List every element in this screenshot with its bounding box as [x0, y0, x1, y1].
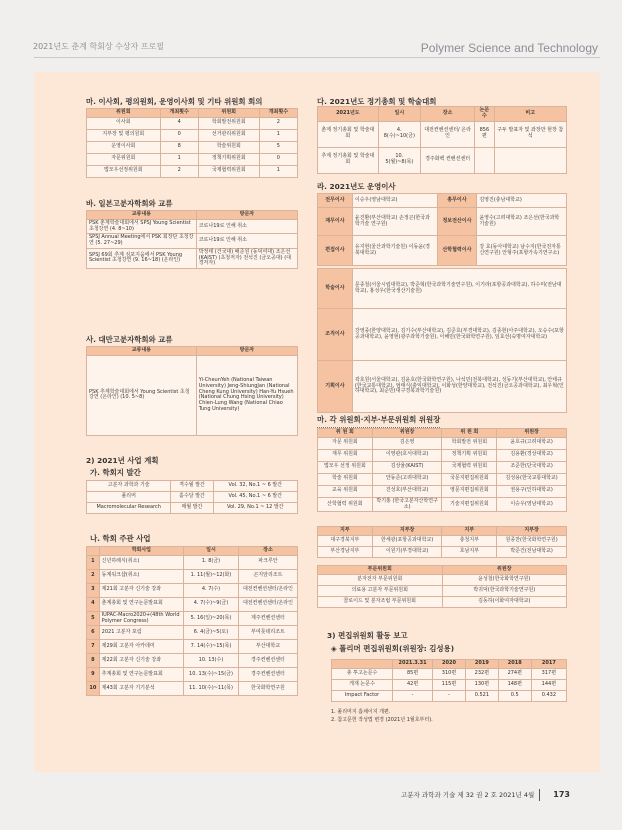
- column-header: 지부장: [497, 527, 567, 536]
- table-cell: 국제협력위원회: [198, 165, 259, 177]
- table-row: [318, 208, 567, 236]
- table-cell: 학술위원회: [198, 141, 259, 153]
- column-header: 위원장: [497, 429, 567, 438]
- table-cell: 총 투고논문수: [332, 668, 393, 679]
- column-header: 교류내용: [87, 211, 197, 220]
- table-cell: 이사회: [87, 117, 161, 129]
- table-cell: 선거관리위원회: [198, 129, 259, 141]
- column-header: 부문위원회: [318, 566, 443, 575]
- column-header: 개최횟수: [160, 109, 198, 118]
- table-cell: 144편: [531, 679, 566, 690]
- table-cell: 박준건(전남대학교): [497, 546, 567, 557]
- table-cell: 추계 정기총회 및 학술대회: [318, 147, 379, 173]
- column-header: 위원장: [442, 566, 567, 575]
- table-cell: 곤지암리조트: [238, 569, 297, 583]
- table-cell: Impact Factor: [332, 690, 393, 701]
- table-cell: 제주컨벤션센터: [238, 611, 297, 626]
- table-row: [87, 165, 298, 177]
- table-cell: 산학협력 위원회: [318, 497, 373, 512]
- table-cell: 경주컨벤션센터: [238, 654, 297, 668]
- table-row: [87, 153, 298, 165]
- section-ma-title: 마. 이사회, 평의원회, 운영이사회 및 기타 위원회 회의: [86, 97, 263, 106]
- table-cell: PSK 춘계학술대회에서 SPSJ Young Scientist 초청강연 (4. 8~10): [87, 219, 197, 234]
- table-cell: 10. 13(수)~15(금): [184, 668, 239, 682]
- table-cell: 자문위원회: [87, 153, 161, 165]
- table-header-row: [87, 211, 298, 220]
- table-row: [87, 640, 298, 654]
- table-cell: 부산대학교: [238, 640, 297, 654]
- table-cell: 코로나19로 인해 취소: [196, 234, 297, 249]
- table-cell: 파크루안: [238, 555, 297, 569]
- table-cell: SPSJ 69회 추계 심포지움에서 PSK Young Scientist 초청강연 (9. 16~18) (온라인): [87, 248, 197, 268]
- table-cell: 의료용 고분자 부문위원회: [318, 585, 443, 596]
- column-header: 개최횟수: [259, 109, 297, 118]
- footer-divider: [539, 789, 540, 801]
- meeting-table: [86, 108, 298, 178]
- table-row: [318, 269, 567, 309]
- table-cell: 충청지부: [442, 535, 497, 546]
- table-cell: 재무이사: [318, 208, 353, 236]
- table-cell: 강영종(한양대학교), 김기수(부산대학교), 김준호(부경대학교), 김종현(아주대학교), 오승수(포항공과대학교), 윤영현(광주과학기술원), 이해민(한국화학연구원), 임효선(숙명여자대학교): [352, 309, 566, 361]
- table-cell: 310편: [433, 668, 466, 679]
- table-cell: 0.5: [498, 690, 531, 701]
- editorial-notes: [331, 709, 433, 724]
- table-row: [87, 355, 298, 435]
- table-cell: Yi-CheunYeh (National Taiwan University) Jeng-ShiungJan (National Cheng Kung University) Han-Yu Hsueh (National Chung Hsing University) Chien-Lung Wang (National Chiao Tung University): [196, 355, 297, 435]
- table-cell: 김동하(이화여자대학교): [442, 596, 567, 607]
- table-cell: 지부장 및 평의원회: [87, 129, 161, 141]
- journal-pub-title: 가. 학회지 발간: [90, 468, 141, 477]
- table-cell: 매월 발간: [171, 503, 213, 514]
- table-row: [87, 668, 298, 682]
- table-cell: 윤영수(고려대학교) 조은선(한국과학기술원): [477, 208, 567, 236]
- table-cell: 김은영: [372, 437, 442, 449]
- table-cell: 대전컨벤션센터/온라인: [238, 597, 297, 611]
- column-header: 위원장: [372, 429, 442, 438]
- table-cell: 232편: [465, 668, 498, 679]
- table-row: [87, 555, 298, 569]
- table-cell: 제22회 고분자 신기술 강좌: [99, 654, 183, 668]
- table-header-row: [318, 429, 567, 438]
- table-cell: 한국화학연구원: [238, 682, 297, 696]
- table-cell: 85편: [393, 668, 433, 679]
- table-cell: 7. 14(수)~15(목): [184, 640, 239, 654]
- table-cell: 교육 위원회: [318, 485, 373, 497]
- table-cell: 0: [160, 129, 198, 141]
- table-cell: 대구경북지부: [318, 535, 373, 546]
- table-cell: 경주화백 컨벤션센터: [420, 147, 474, 173]
- table-cell: 격수월 발간: [171, 481, 213, 492]
- table-row: [332, 690, 567, 701]
- table-cell: 정책기획 위원회: [442, 449, 497, 461]
- table-cell: 자문 위원회: [318, 437, 373, 449]
- footer-text: 고분자 과학과 기술 제 32 권 2 호 2021년 4월: [400, 791, 535, 799]
- column-header: 2019: [465, 660, 498, 669]
- section-sa-title: 사. 대만고분자학회와 교류: [86, 335, 173, 344]
- table-cell: 법모우선정위원회: [87, 165, 161, 177]
- table-cell: 총무이사: [437, 194, 477, 208]
- section-ra-title: 라. 2021년도 운영이사: [317, 182, 396, 191]
- table-cell: 제21회 고분자 신기술 강좌: [99, 583, 183, 597]
- column-header: 위원회: [198, 109, 259, 118]
- table-row: [87, 117, 298, 129]
- table-cell: 법모우 선정 위원회: [318, 461, 373, 473]
- editorial-title: 3) 편집위원회 활동 보고: [327, 631, 408, 640]
- table-cell: 제29회 고분자 아카데미: [99, 640, 183, 654]
- table-cell: 9: [87, 668, 100, 682]
- plan-title: 2) 2021년 사업 계획: [86, 456, 159, 465]
- note-2: 2. 참고문헌 작성법 변경 (2021년 1월호부터).: [331, 716, 433, 723]
- table-cell: 윤성철(한국화학연구원): [442, 574, 567, 585]
- table-cell: 115편: [433, 679, 466, 690]
- table-cell: 박기홍 (한국고분자산학연구소): [372, 497, 442, 512]
- table-cell: 4. 7(수)~9(금): [184, 597, 239, 611]
- table-row: [318, 121, 567, 147]
- table-cell: 구두 발표자 및 좌장만 현장 참석: [494, 121, 566, 147]
- column-header: 교류내용: [87, 347, 197, 356]
- table-cell: 춘계총회 및 연구논문발표회: [99, 597, 183, 611]
- table-cell: SPSJ Annual Meeting에서 PSK 회장단 초청강연 (5. 27~29): [87, 234, 197, 249]
- table-cell: 김상율(KAIST): [372, 461, 442, 473]
- column-header: 방문자: [196, 347, 297, 356]
- table-cell: 홀수달 발간: [171, 492, 213, 503]
- table-cell: 제43회 고분자 기기분석: [99, 682, 183, 696]
- table-row: [87, 611, 298, 626]
- table-cell: 폴리머: [87, 492, 171, 503]
- table-cell: 0.432: [531, 690, 566, 701]
- table-row: [318, 361, 567, 413]
- table-cell: 운영이사회: [87, 141, 161, 153]
- table-cell: 권용구(인하대학교): [497, 485, 567, 497]
- column-header: 위 원 회: [442, 429, 497, 438]
- table-cell: -: [433, 690, 466, 701]
- table-row: [318, 585, 567, 596]
- page-number: 173: [553, 790, 570, 799]
- table-cell: -: [393, 690, 433, 701]
- table-cell: 부여롯데리조트: [238, 626, 297, 640]
- table-cell: 317편: [531, 668, 566, 679]
- table-cell: 4: [160, 117, 198, 129]
- column-header: 장소: [420, 107, 474, 122]
- table-cell: 편집이사: [318, 236, 353, 266]
- table-cell: 학술이사: [318, 269, 353, 309]
- column-header: 비고: [494, 107, 566, 122]
- table-cell: 기술지편집위원회: [442, 497, 497, 512]
- column-header: 위 원 회: [318, 429, 373, 438]
- table-cell: 원종찬(한국화학연구원): [497, 535, 567, 546]
- section-na-title: 나. 학회 주관 사업: [90, 534, 151, 543]
- running-header-caption: 2021년도 춘계 학회상 수상자 프로필: [33, 42, 164, 51]
- table-cell: 김성용(한국교통대학교): [497, 473, 567, 485]
- table-row: [318, 473, 567, 485]
- section-ma2-title: 마. 각 위원회·지부·부문위원회 위원장: [317, 415, 441, 424]
- editorial-stats-table: [331, 659, 567, 702]
- column-header: 학회사업: [99, 547, 183, 556]
- table-row: [318, 574, 567, 585]
- table-row: [87, 597, 298, 611]
- table-cell: 고분자 과학과 기술: [87, 481, 171, 492]
- table-cell: 기획이사: [318, 361, 353, 413]
- japan-exchange-table: [86, 210, 298, 269]
- column-header: 일시: [378, 107, 420, 122]
- table-cell: 국제협력 위원회: [442, 461, 497, 473]
- table-cell: IUPAC-Macro2020+(48th World Polymer Congress): [99, 611, 183, 626]
- header-divider: [34, 57, 600, 58]
- table-cell: 대전컨벤션센터/온라인: [238, 583, 297, 597]
- table-cell: 5: [87, 611, 100, 626]
- general-meeting-table: [317, 106, 567, 174]
- table-cell: 4. 7(수): [184, 583, 239, 597]
- table-cell: 2: [87, 569, 100, 583]
- column-header: 논문수: [475, 107, 494, 122]
- table-cell: 2: [259, 117, 297, 129]
- editorial-subtitle: ◈ 폴리머 편집위원회(위원장: 김성용): [331, 644, 455, 653]
- table-row: [87, 219, 298, 234]
- table-cell: 게재 논문수: [332, 679, 393, 690]
- table-cell: Vol. 32, No.1 ~ 6 발간: [213, 481, 297, 492]
- table-cell: 동계워크샵(취소): [99, 569, 183, 583]
- table-cell: 이승우(영남대학교): [497, 497, 567, 512]
- table-cell: 진성호(부산대학교): [372, 485, 442, 497]
- table-cell: 0.521: [465, 690, 498, 701]
- table-cell: 전무이사: [318, 194, 353, 208]
- table-row: [87, 129, 298, 141]
- column-header: 지부장: [372, 527, 442, 536]
- column-header: 2021년도: [318, 107, 379, 122]
- table-row: [87, 141, 298, 153]
- table-cell: 5. 16(일)~20(목): [184, 611, 239, 626]
- table-cell: 8: [160, 141, 198, 153]
- table-row: [87, 583, 298, 597]
- table-cell: 안동준(고려대학교): [372, 473, 442, 485]
- table-cell: 10. 5(월)~8(목): [378, 147, 420, 173]
- table-row: [318, 535, 567, 546]
- column-header: 2017: [531, 660, 566, 669]
- column-header: 2018: [498, 660, 531, 669]
- taiwan-exchange-table: [86, 346, 298, 436]
- table-row: [318, 147, 567, 173]
- table-row: [318, 596, 567, 607]
- table-cell: 국문지편집위원회: [442, 473, 497, 485]
- table-cell: 영문지편집위원회: [442, 485, 497, 497]
- column-header: 2021.3.31: [393, 660, 433, 669]
- table-cell: 대전컨벤션센터/ 온라인: [420, 121, 474, 147]
- table-cell: 박귀덕(한국과학기술연구원): [442, 585, 567, 596]
- table-cell: 8: [87, 654, 100, 668]
- journal-title: Polymer Science and Technology: [420, 41, 598, 55]
- table-row: [87, 503, 298, 514]
- table-cell: Vol. 29, No.1 ~ 12 발간: [213, 503, 297, 514]
- table-header-row: [87, 347, 298, 356]
- table-cell: 10. 13(수): [184, 654, 239, 668]
- table-cell: 윤진환(부산대학교) 손정곤(한국과학기술 연구원): [352, 208, 437, 236]
- table-cell: 강 효(동아대학교) 남수지(한국전자통신연구원) 안형주(포항가속기연구소): [477, 236, 567, 266]
- table-cell: 4. 8(수)~10(금): [378, 121, 420, 147]
- table-cell: 6. 4(금)~5(토): [184, 626, 239, 640]
- table-cell: 3: [87, 583, 100, 597]
- page-footer: [401, 789, 570, 801]
- table-cell: 이원기(부경대학교): [372, 546, 442, 557]
- table-row: [318, 485, 567, 497]
- table-row: [318, 546, 567, 557]
- table-cell: 4: [87, 597, 100, 611]
- table-cell: 부산경남지부: [318, 546, 373, 557]
- section-da-title: 다. 2021년도 정기총회 및 학술대회: [317, 97, 437, 106]
- table-cell: 코로나19로 인해 취소: [196, 219, 297, 234]
- table-row: [318, 194, 567, 208]
- table-cell: 김영진(충남대학교): [477, 194, 567, 208]
- column-header: 방문자: [196, 211, 297, 220]
- table-cell: 유지현(울산과학기술원) 이동윤(경북대학교): [352, 236, 437, 266]
- table-cell: Macromolecular Research: [87, 503, 171, 514]
- table-cell: 분자전자 부문위원회: [318, 574, 443, 585]
- table-row: [318, 236, 567, 266]
- table-row: [318, 461, 567, 473]
- table-cell: 130편: [465, 679, 498, 690]
- table-cell: 콜로이드 및 분자조립 부문위원회: [318, 596, 443, 607]
- table-cell: 신년하례식(취소): [99, 555, 183, 569]
- table-cell: 5: [259, 141, 297, 153]
- table-row: [87, 481, 298, 492]
- table-cell: [475, 147, 494, 173]
- table-cell: 정책기획위원회: [198, 153, 259, 165]
- table-cell: 산학협력이사: [437, 236, 477, 266]
- table-cell: 학술 위원회: [318, 473, 373, 485]
- table-row: [332, 668, 567, 679]
- note-1: 1. 폴리머지 흡채이지 개편.: [331, 709, 391, 715]
- table-cell: 박정태 (건국대) 배준원 (동덕여대) 조은선 (KAIST) (초청저자) 전석진 (금오공대) (대경저자): [196, 248, 297, 268]
- table-row: [318, 309, 567, 361]
- table-cell: 정보전산이사: [437, 208, 477, 236]
- table-row: [318, 437, 567, 449]
- table-cell: 조직이사: [318, 309, 353, 361]
- column-header: [332, 660, 393, 669]
- column-header: 위원회: [87, 109, 161, 118]
- table-cell: 호남지부: [442, 546, 497, 557]
- table-cell: 학회발전 위원회: [442, 437, 497, 449]
- table-row: [87, 569, 298, 583]
- table-header-row: [318, 566, 567, 575]
- table-cell: 이승우(영남대학교): [352, 194, 437, 208]
- branch-table: [317, 526, 567, 558]
- table-row: [318, 497, 567, 512]
- table-row: [87, 248, 298, 268]
- table-cell: 추계총회 및 연구논문발표회: [99, 668, 183, 682]
- column-header: 일시: [184, 547, 239, 556]
- column-header: [87, 547, 100, 556]
- table-header-row: [318, 107, 567, 122]
- table-cell: 경주컨벤션센터: [238, 668, 297, 682]
- table-cell: 1: [259, 129, 297, 141]
- table-header-row: [87, 109, 298, 118]
- table-cell: 춘계 정기총회 및 학술대회: [318, 121, 379, 147]
- table-cell: 42편: [393, 679, 433, 690]
- society-events-table: [86, 546, 298, 696]
- table-cell: 1: [160, 153, 198, 165]
- table-row: [87, 626, 298, 640]
- table-cell: 문종철(서울시립대학교), 박준혁(한국과학기술연구원), 이기라(포항공과대학교), 하수미(전남대학교), 홍성우(한국생산기술원): [352, 269, 566, 309]
- table-cell: 7: [87, 640, 100, 654]
- division-table: [317, 565, 567, 608]
- table-cell: 1: [87, 555, 100, 569]
- table-cell: 1. 8(금): [184, 555, 239, 569]
- table-cell: 0: [259, 153, 297, 165]
- table-row: [318, 449, 567, 461]
- table-cell: 148편: [498, 679, 531, 690]
- column-header: 장소: [238, 547, 297, 556]
- table-cell: 조준한(단국대학교): [497, 461, 567, 473]
- table-header-row: [87, 547, 298, 556]
- table-row: [87, 654, 298, 668]
- table-cell: 6: [87, 626, 100, 640]
- table-cell: 이영관(호서대학교): [372, 449, 442, 461]
- table-cell: 274편: [498, 668, 531, 679]
- table-cell: 1. 11(월)~12(화): [184, 569, 239, 583]
- column-header: 지부: [442, 527, 497, 536]
- table-cell: 1: [259, 165, 297, 177]
- table-row: [332, 679, 567, 690]
- table-row: [87, 234, 298, 249]
- table-cell: 한세광(포항공과대학교): [372, 535, 442, 546]
- directors-table-top: [317, 193, 567, 266]
- table-cell: 윤호규(고려대학교): [497, 437, 567, 449]
- table-cell: 2: [160, 165, 198, 177]
- table-cell: 곽호원(서울대학교), 김윤호(한국화학연구원), 나석민(전북대학교), 성동기(부산대학교), 안태규(한국교통대학교), 엄태식(충익대학교), 이화성(한양대학교), 전석진(금오공과대학교), 최우혁(인하대학교), 최준민(대구경북과학기술원): [352, 361, 566, 413]
- section-ba-title: 바. 일본고분자학회와 교류: [86, 199, 173, 208]
- table-cell: [494, 147, 566, 173]
- table-row: [87, 492, 298, 503]
- table-cell: 재무 위원회: [318, 449, 373, 461]
- table-cell: 김용환(경상대학교): [497, 449, 567, 461]
- table-header-row: [332, 660, 567, 669]
- column-header: 지부: [318, 527, 373, 536]
- column-header: 2020: [433, 660, 466, 669]
- table-cell: 856편: [475, 121, 494, 147]
- committee-chairs-table: [317, 428, 567, 512]
- table-row: [87, 682, 298, 696]
- table-cell: 11. 10(수)~11(목): [184, 682, 239, 696]
- table-cell: PSK 추계학술대회에서 Young Scientist 초청강연 (온라인) (10. 5~8): [87, 355, 197, 435]
- journal-pub-table: [86, 480, 298, 514]
- table-cell: 2021 고분자 포럼: [99, 626, 183, 640]
- table-cell: Vol. 45, No.1 ~ 6 발간: [213, 492, 297, 503]
- table-header-row: [318, 527, 567, 536]
- directors-table-bottom: [317, 268, 567, 413]
- table-cell: 학회발전위원회: [198, 117, 259, 129]
- table-cell: 10: [87, 682, 100, 696]
